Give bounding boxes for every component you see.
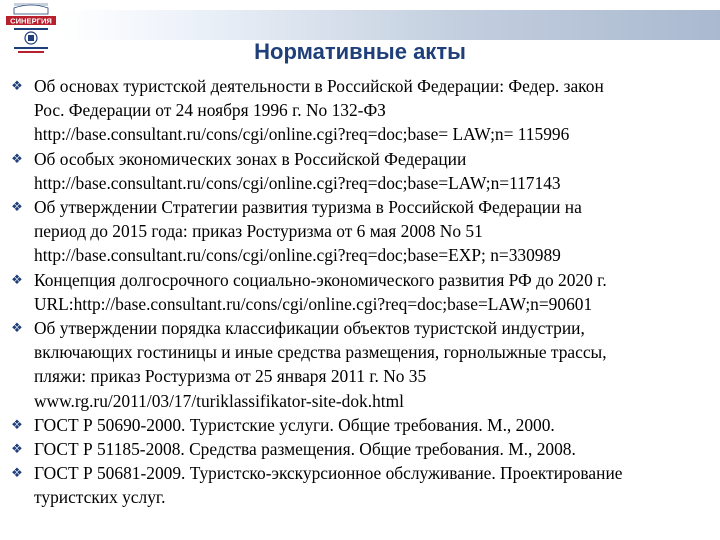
header-band [62,10,720,40]
page-title: Нормативные акты [254,39,466,64]
list-item-line: http://base.consultant.ru/cons/cgi/online.cgi?req=doc;base= LAW;n= 115996 [34,124,570,145]
list-item-line: Об утверждении порядка классификации объектов туристской индустрии, [34,318,585,339]
list-item-line: Концепция долгосрочного социально-экономического развития РФ до 2020 г. [34,269,607,290]
diamond-bullet-icon: ❖ [11,199,23,215]
logo-name-text: СИНЕРГИЯ [10,16,52,26]
list-item-line: http://base.consultant.ru/cons/cgi/online.cgi?req=doc;base=LAW;n=117143 [34,172,561,193]
diamond-bullet-icon: ❖ [11,150,23,166]
list-item-line: ГОСТ Р 50681-2009. Туристско-экскурсионное обслуживание. Проектирование [34,463,623,484]
list-item [10,195,715,268]
diamond-bullet-icon: ❖ [11,465,23,481]
diamond-bullet-icon: ❖ [11,78,23,93]
list-item-line: включающих гостиницы и иные средства размещения, горнолыжные трассы, [34,342,607,363]
list-item [10,316,715,413]
list-item-line: Об утверждении Стратегии развития туризма в Российской Федерации на [34,197,582,218]
list-item [10,74,715,147]
diamond-bullet-icon: ❖ [11,441,23,457]
diamond-bullet-icon: ❖ [11,416,23,432]
list-item-line: ГОСТ Р 51185-2008. Средства размещения. Общие требования. М., 2008. [34,439,576,460]
list-item [10,413,715,437]
list-item-line: Об особых экономических зонах в Российской Федерации [34,148,467,169]
list-item [10,147,715,195]
diamond-bullet-icon: ❖ [11,271,23,287]
list-item [10,437,715,461]
list-item [10,268,715,316]
list-item [10,461,715,509]
list-item-line: Рос. Федерации от 24 ноября 1996 г. No 132-ФЗ [34,100,386,121]
list-item-line: пляжи: приказ Ростуризма от 25 января 2011 г. No 35 [34,366,427,387]
list-item-line: http://base.consultant.ru/cons/cgi/online.cgi?req=doc;base=EXP; n=330989 [34,245,561,266]
diamond-bullet-icon: ❖ [11,320,23,336]
list-item-line: туристских услуг. [34,487,166,508]
list-item-line: www.rg.ru/2011/03/17/turiklassifikator-site-dok.html [34,390,404,411]
list-item-line: URL:http://base.consultant.ru/cons/cgi/online.cgi?req=doc;base=LAW;n=90601 [34,293,593,314]
list-item-line: ГОСТ Р 50690-2000. Туристские услуги. Общие требования. М., 2000. [34,414,555,435]
list-item-line: период до 2015 года: приказ Ростуризма от 6 мая 2008 No 51 [34,221,483,242]
normative-acts-list [10,74,715,510]
list-item-line: Об основах туристской деятельности в Российской Федерации: Федер. закон [34,76,604,96]
